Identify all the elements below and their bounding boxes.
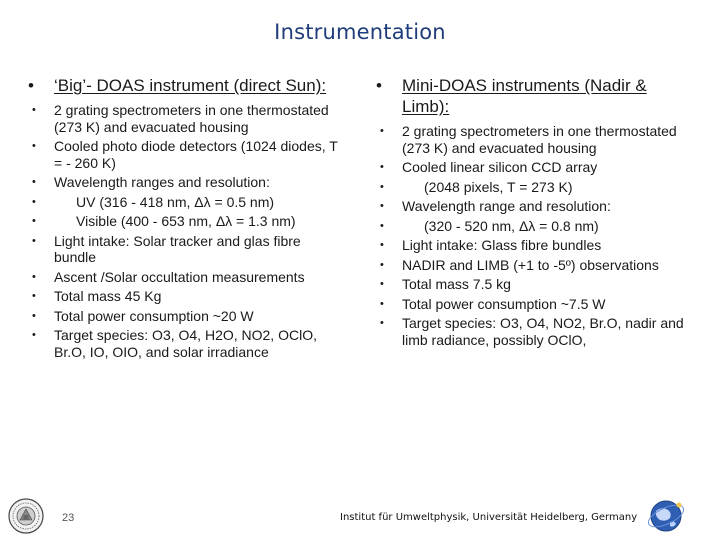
list-item: • Target species: O3, O4, NO2, Br.O, nadir and limb radiance, possibly OClO, (380, 315, 684, 348)
bullet-icon: • (380, 219, 384, 232)
list-item: • Light intake: Glass fibre bundles (380, 237, 602, 253)
list-item: • Cooled linear silicon CCD array (380, 159, 598, 175)
bullet-icon: • (32, 329, 36, 341)
bullet-icon: • (32, 270, 36, 283)
left-heading-text: ‘Big’- DOAS instrument (direct Sun): (54, 76, 327, 95)
left-column-heading (28, 75, 340, 96)
slide-footer (0, 494, 720, 540)
bullet-icon: • (376, 76, 382, 95)
list-item: • Target species: O3, O4, H2O, NO2, OClO, Br.O, IO, OIO, and solar irradiance (32, 327, 317, 360)
right-heading-text: Mini-DOAS instruments (Nadir & Limb): (402, 76, 647, 116)
bullet-icon: • (380, 278, 384, 290)
list-item: • Visible (400 - 653 nm, Δλ = 1.3 nm) (32, 213, 296, 229)
bullet-icon: • (380, 180, 384, 193)
list-item: • UV (316 - 418 nm, Δλ = 0.5 nm) (32, 193, 275, 210)
right-item-list (376, 123, 696, 348)
list-item: • Light intake: Solar tracker and glas fibre bundle (32, 232, 301, 265)
university-seal-icon (8, 498, 44, 534)
left-column (28, 75, 340, 363)
list-item: • 2 grating spectrometers in one thermostated (273 K) and evacuated housing (380, 123, 677, 156)
list-item: • Total mass 45 Kg (32, 288, 162, 304)
institute-name: Institut für Umweltphysik, Universität Heidelberg, Germany (340, 512, 638, 523)
list-item: • Total power consumption ~20 W (32, 307, 254, 324)
bullet-icon: • (380, 125, 384, 137)
bullet-icon: • (380, 239, 384, 251)
list-item: • Wavelength ranges and resolution: (32, 174, 270, 190)
bullet-icon: • (32, 215, 36, 227)
globe-logo-icon (646, 496, 686, 536)
bullet-icon: • (380, 297, 384, 310)
page-number: 23 (62, 512, 75, 524)
bullet-icon: • (380, 200, 384, 212)
bullet-icon: • (28, 76, 34, 95)
list-item: • NADIR and LIMB (+1 to -5º) observations (380, 256, 659, 273)
list-item: • Cooled photo diode detectors (1024 diodes, T = - 260 K) (32, 138, 338, 171)
list-item: • (2048 pixels, T = 273 K) (380, 178, 573, 195)
list-item: • Total power consumption ~7.5 W (380, 295, 606, 312)
bullet-icon: • (32, 290, 36, 302)
bullet-icon: • (32, 104, 36, 116)
list-item: • (320 - 520 nm, Δλ = 0.8 nm) (380, 217, 599, 234)
bullet-icon: • (32, 140, 36, 152)
left-item-list (28, 102, 340, 360)
right-column-heading (376, 75, 696, 117)
bullet-icon: • (380, 258, 384, 271)
list-item: • Total mass 7.5 kg (380, 276, 511, 292)
bullet-icon: • (380, 317, 384, 329)
bullet-icon: • (32, 234, 36, 247)
bullet-icon: • (32, 176, 36, 188)
list-item: • Ascent /Solar occultation measurements (32, 268, 305, 285)
bullet-icon: • (32, 195, 36, 208)
list-item: • 2 grating spectrometers in one thermostated (273 K) and evacuated housing (32, 102, 329, 135)
bullet-icon: • (380, 161, 384, 173)
bullet-icon: • (32, 309, 36, 322)
right-column (376, 75, 696, 351)
slide-title: Instrumentation (274, 20, 446, 44)
list-item: • Wavelength range and resolution: (380, 198, 611, 214)
